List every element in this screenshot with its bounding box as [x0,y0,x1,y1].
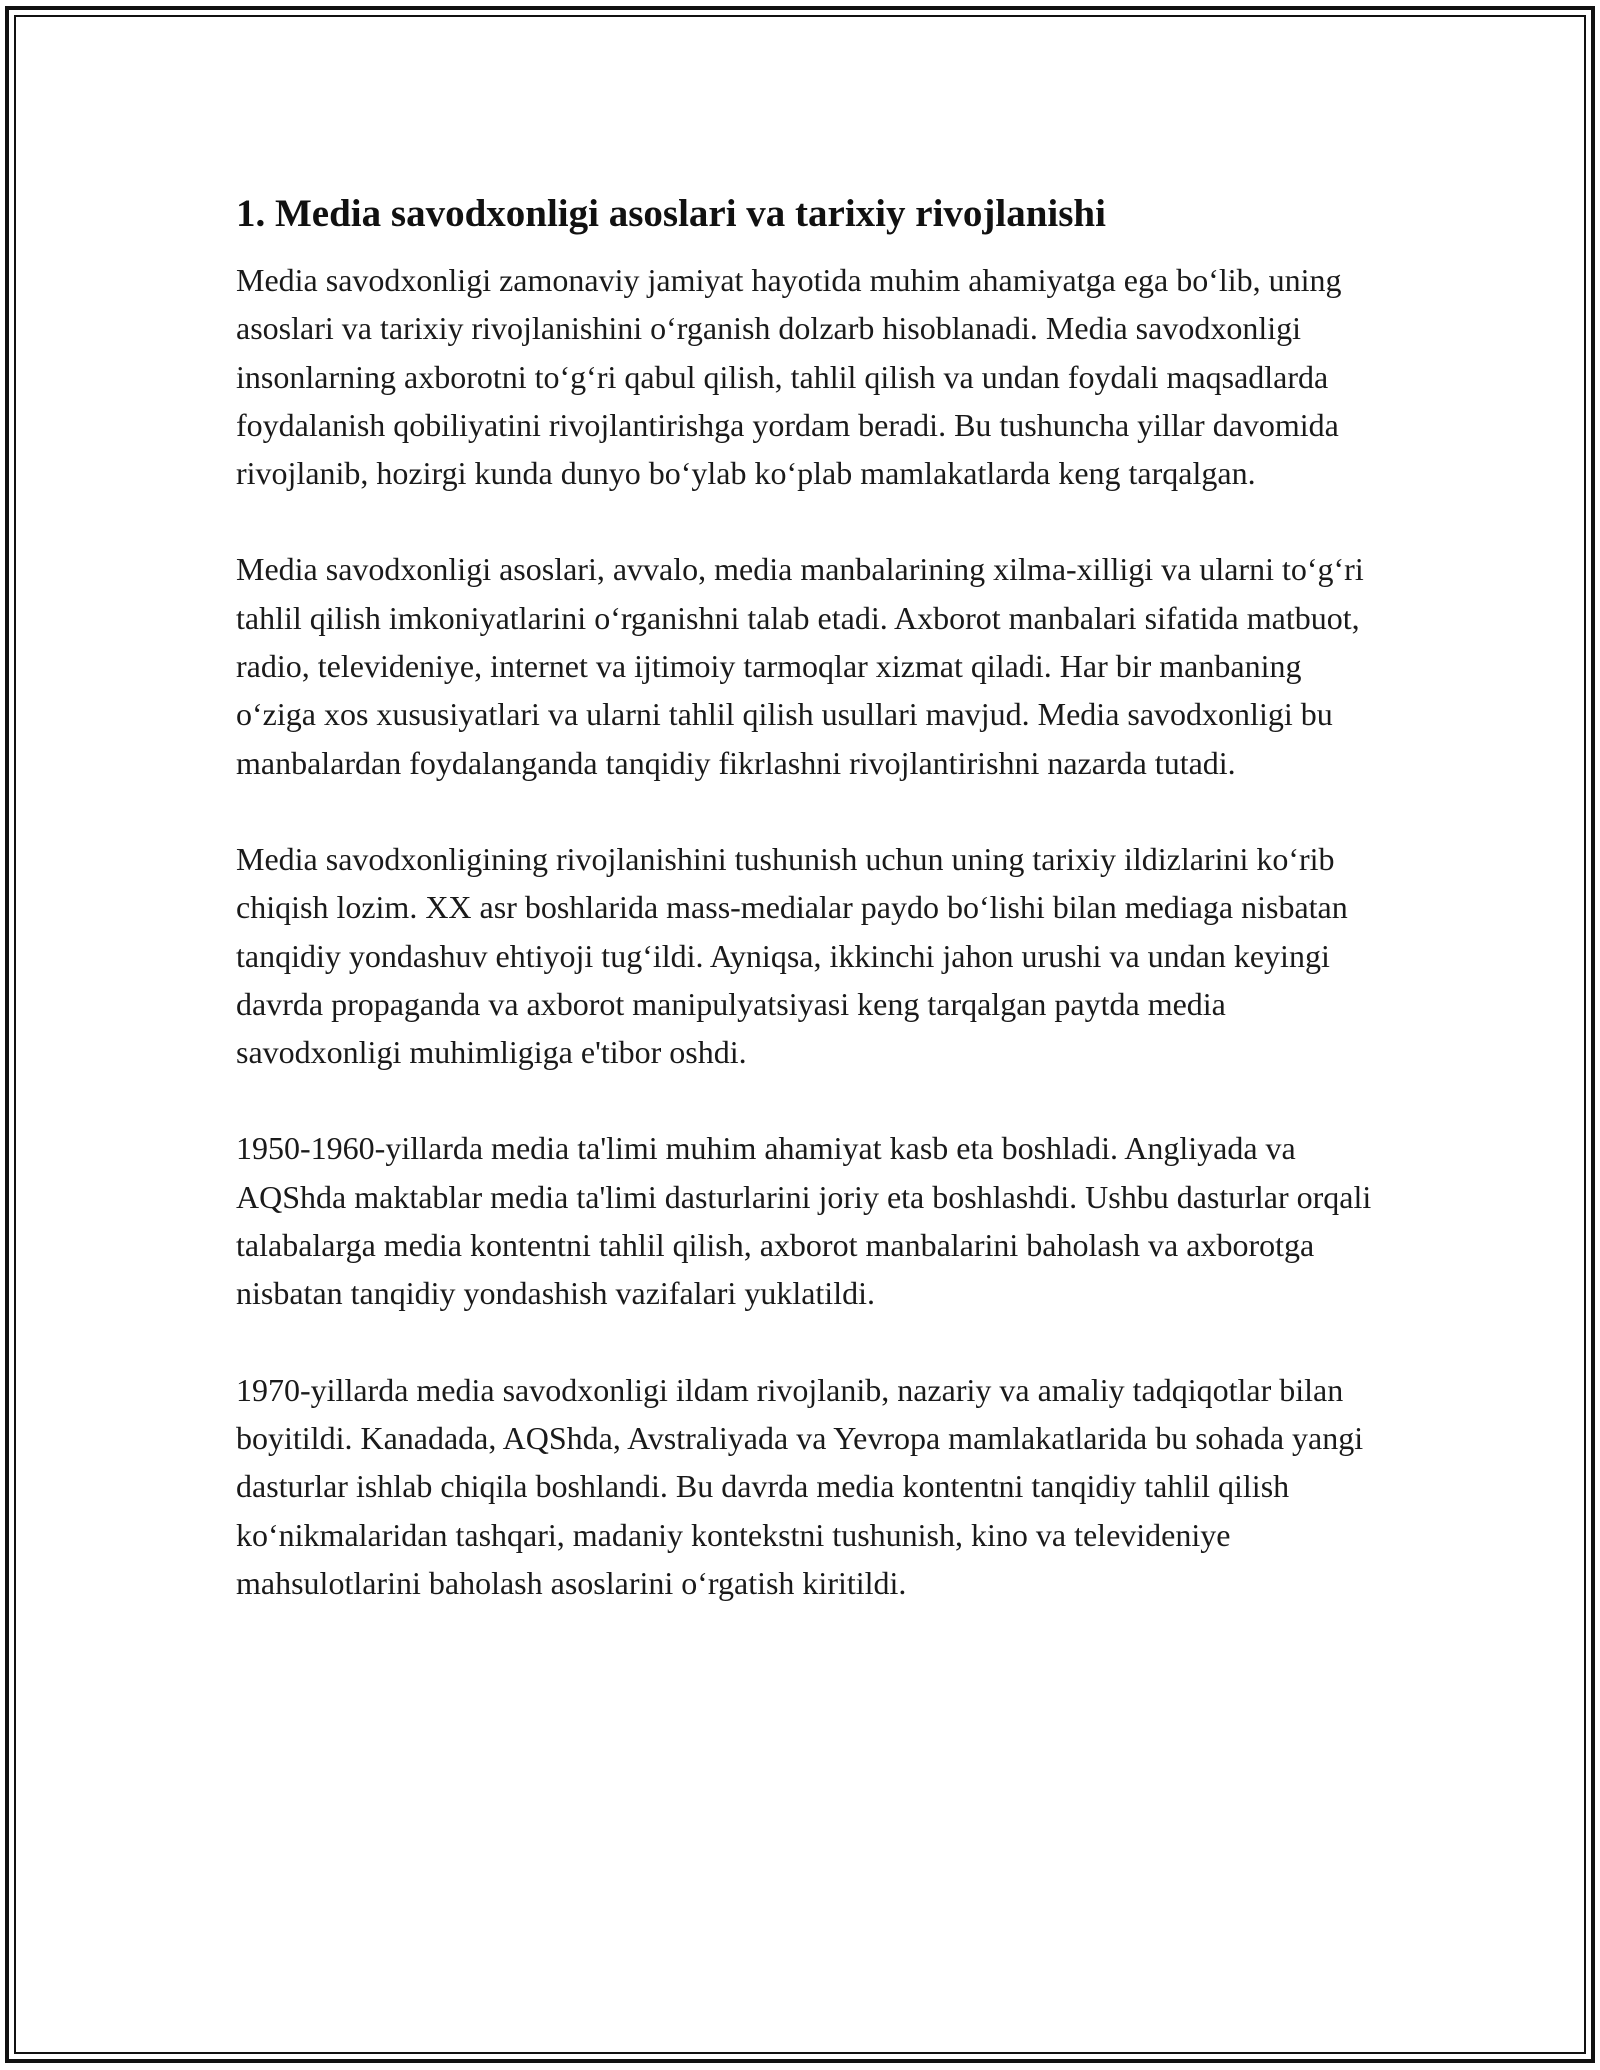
paragraph-2: Media savodxonligi asoslari, avvalo, media manbalarining xilma-xilligi va ularni to‘g‘ri tahlil qilish imkoniyatlarini o‘rganishni talab etadi. Axborot manbalari sifatida matbuot, radio, televideniye, internet va ijtimoiy tarmoqlar xizmat qiladi. Har bir manbaning o‘ziga xos xususiyatlari va ularni tahlil qilish usullari mavjud. Media savodxonligi bu manbalardan foydalanganda tanqidiy fikrlashni rivojlantirishni nazarda tutadi. [236,551,1364,781]
section-heading: 1. Media savodxonligi asoslari va tarixiy rivojlanishi [236,192,1106,235]
paragraph-1: Media savodxonligi zamonaviy jamiyat hayotida muhim ahamiyatga ega bo‘lib, uning asoslari va tarixiy rivojlanishini o‘rganish dolzarb hisoblanadi. Media savodxonligi insonlarning axborotni to‘g‘ri qabul qilish, tahlil qilish va undan foydali maqsadlarda foydalanish qobiliyatini rivojlantirishga yordam beradi. Bu tushuncha yillar davomida rivojlanib, hozirgi kunda dunyo bo‘ylab ko‘plab mamlakatlarda keng tarqalgan. [236,262,1342,492]
paragraph-5: 1970-yillarda media savodxonligi ildam rivojlanib, nazariy va amaliy tadqiqotlar bilan boyitildi. Kanadada, AQShda, Avstraliyada va Yevropa mamlakatlarida bu sohada yangi dasturlar ishlab chiqila boshlandi. Bu davrda media kontentni tanqidiy tahlil qilish ko‘nikmalaridan tashqari, madaniy kontekstni tushunish, kino va televideniye mahsulotlarini baholash asoslarini o‘rgatish kiritildi. [236,1371,1364,1601]
paragraph-3: Media savodxonligining rivojlanishini tushunish uchun uning tarixiy ildizlarini ko‘rib chiqish lozim. XX asr boshlarida mass-medialar paydo bo‘lishi bilan mediaga nisbatan tanqidiy yondashuv ehtiyoji tug‘ildi. Ayniqsa, ikkinchi jahon urushi va undan keyingi davrda propaganda va axborot manipulyatsiyasi keng tarqalgan paytda media savodxonligi muhimligiga e'tibor oshdi. [236,840,1348,1071]
document-body [236,186,1376,1655]
paragraph-4: 1950-1960-yillarda media ta'limi muhim ahamiyat kasb eta boshladi. Angliyada va AQShda maktablar media ta'limi dasturlarini joriy eta boshlashdi. Ushbu dasturlar orqali talabalarga media kontentni tahlil qilish, axborot manbalarini baholash va axborotga nisbatan tanqidiy yondashish vazifalari yuklatildi. [236,1130,1372,1312]
